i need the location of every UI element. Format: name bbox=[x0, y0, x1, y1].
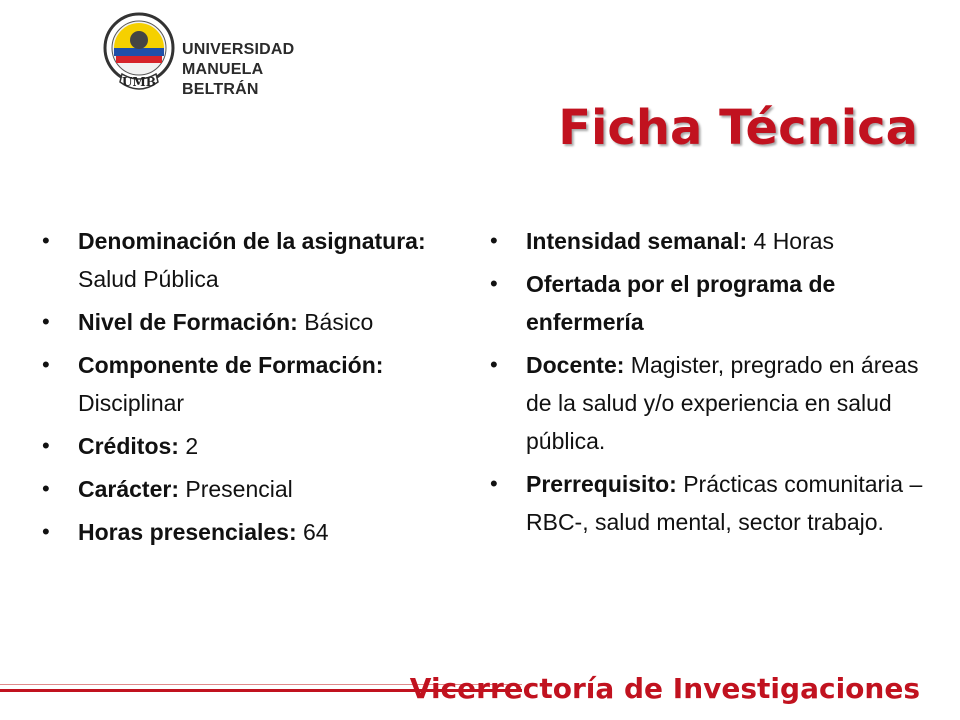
item-label: Denominación de la asignatura: bbox=[78, 228, 426, 254]
item-value: 4 Horas bbox=[747, 228, 835, 254]
item-label: Horas presenciales: bbox=[78, 519, 297, 545]
bullet-icon: • bbox=[42, 352, 50, 377]
right-bullet-list bbox=[490, 222, 930, 546]
bullet-item bbox=[42, 513, 462, 551]
bullet-item bbox=[42, 303, 462, 341]
item-label: Docente: bbox=[526, 352, 625, 378]
bullet-item bbox=[42, 222, 462, 298]
item-value: 2 bbox=[178, 433, 199, 459]
item-value: Prácticas comunitaria – RBC-, salud mental, sector trabajo. bbox=[526, 471, 923, 535]
item-label: Carácter: bbox=[78, 476, 179, 502]
footer-text: Vicerrectoría de Investigaciones bbox=[409, 672, 920, 705]
university-name-line2: MANUELA BELTRÁN bbox=[182, 61, 263, 98]
bullet-item bbox=[490, 222, 930, 260]
item-value: Salud Pública bbox=[78, 266, 219, 292]
item-value: Magister, pregrado en áreas de la salud y/o experiencia en salud pública. bbox=[526, 352, 919, 454]
bullet-icon: • bbox=[42, 228, 50, 253]
item-value: Disciplinar bbox=[78, 390, 185, 416]
item-label: Intensidad semanal: bbox=[526, 228, 748, 254]
item-label: Prerrequisito: bbox=[526, 471, 677, 497]
bullet-icon: • bbox=[42, 309, 50, 334]
bullet-icon: • bbox=[490, 271, 498, 296]
bullet-icon: • bbox=[490, 471, 498, 496]
svg-text:UMB: UMB bbox=[122, 75, 156, 89]
bullet-icon: • bbox=[42, 433, 50, 458]
item-label: Nivel de Formación: bbox=[78, 309, 298, 335]
item-value: 64 bbox=[296, 519, 329, 545]
university-logo bbox=[100, 12, 330, 102]
bullet-item bbox=[42, 427, 462, 465]
item-value: Básico bbox=[297, 309, 374, 335]
bullet-icon: • bbox=[490, 352, 498, 377]
item-label: Componente de Formación: bbox=[78, 352, 384, 378]
item-value: Presencial bbox=[179, 476, 293, 502]
bullet-item bbox=[490, 265, 930, 341]
item-label: Ofertada por el programa de enfermería bbox=[526, 271, 836, 335]
bullet-item bbox=[490, 465, 930, 541]
bullet-item bbox=[42, 470, 462, 508]
page-title: Ficha Técnica bbox=[558, 100, 918, 156]
bullet-item bbox=[42, 346, 462, 422]
item-label: Créditos: bbox=[78, 433, 179, 459]
bullet-icon: • bbox=[42, 519, 50, 544]
bullet-icon: • bbox=[490, 228, 498, 253]
bullet-icon: • bbox=[42, 476, 50, 501]
umb-seal-icon bbox=[100, 12, 178, 94]
university-name bbox=[182, 40, 330, 100]
left-bullet-list bbox=[42, 222, 462, 556]
bullet-item bbox=[490, 346, 930, 460]
university-name-line1: UNIVERSIDAD bbox=[182, 41, 295, 58]
